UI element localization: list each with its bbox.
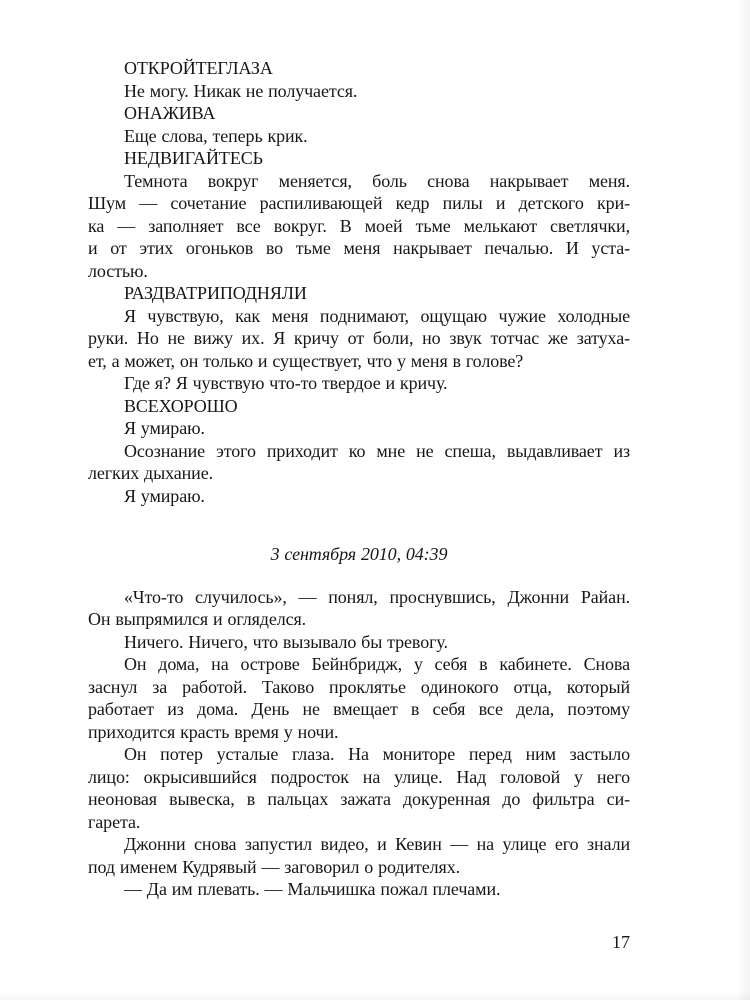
text-line: лостью.	[88, 260, 148, 281]
text-line: Где я? Я чувствую что-то твердое и кричу.	[124, 373, 448, 393]
text-line: и от этих огоньков во тьме меня накрывает печалью. И уста-	[88, 238, 630, 258]
text-line: под именем Кудрявый — заговорил о родителях.	[88, 856, 460, 877]
text-line: Ничего. Ничего, что вызывало бы тревогу.	[124, 631, 448, 652]
text-line: заснул за работой. Таково проклятье одинокого отца, который	[88, 676, 630, 697]
page-number: 17	[612, 932, 630, 952]
paragraph-shout	[88, 282, 630, 305]
paragraph	[88, 80, 630, 103]
text-line: Шум — сочетание распиливающей кедр пилы и детского кри-	[88, 193, 630, 213]
paragraph-shout	[88, 102, 630, 125]
text-line: работает из дома. День не вмещает в себя все дела, поэтому	[88, 699, 630, 719]
text-line: РАЗДВАТРИПОДНЯЛИ	[124, 283, 307, 303]
text-line: руки. Но не вижу их. Я кричу от боли, но звук тотчас же затуха-	[88, 328, 630, 348]
text-line: Он выпрямился и огляделся.	[88, 609, 307, 629]
text-line: Я чувствую, как меня поднимают, ощущаю чужие холодные	[124, 305, 630, 326]
paragraph	[88, 586, 630, 631]
paragraph	[88, 440, 630, 485]
paragraph	[88, 485, 630, 508]
text-line: 3 сентября 2010, 04:39	[270, 544, 448, 564]
text-line: Я умираю.	[124, 485, 205, 506]
paragraph-shout	[88, 395, 630, 418]
text-line: ВСЕХОРОШО	[124, 395, 238, 416]
text-line: ОТКРОЙТЕГЛАЗА	[124, 58, 273, 78]
text-line: Темнота вокруг меняется, боль снова накрывает меня.	[124, 170, 630, 191]
paragraph	[88, 305, 630, 373]
text-line: НЕДВИГАЙТЕСЬ	[124, 148, 263, 168]
text-line: Джонни снова запустил видео, и Кевин — на улице его знали	[124, 834, 630, 854]
text-line: «Что-то случилось», — понял, проснувшись, Джонни Райан.	[124, 586, 630, 607]
text-line: ет, а может, он только и существует, что у меня в голове?	[88, 350, 524, 371]
text-line: Не могу. Никак не получается.	[124, 80, 358, 101]
paragraph	[88, 417, 630, 440]
text-line: Он дома, на острове Бейнбридж, у себя в кабинете. Снова	[124, 654, 630, 674]
text-line: легких дыхание.	[88, 463, 213, 483]
text-line: лицо: окрысившийся подросток на улице. Над головой у него	[88, 766, 630, 787]
date-heading	[88, 543, 630, 566]
text-line: Еще слова, теперь крик.	[124, 125, 308, 146]
paragraph	[88, 653, 630, 743]
paragraph	[88, 833, 630, 878]
text-line: Я умираю.	[124, 418, 205, 438]
paragraph-shout	[88, 57, 630, 80]
paragraph	[88, 372, 630, 395]
page-edge-shading-bottom	[0, 992, 750, 1000]
text-line: ка — заполняет все вокруг. В моей тьме мелькают светлячки,	[88, 215, 630, 236]
paragraph-shout	[88, 147, 630, 170]
page-edge-shading-right	[736, 0, 750, 1000]
text-line: гарета.	[88, 811, 141, 832]
text-line: неоновая вывеска, в пальцах зажата докуренная до фильтра си-	[88, 789, 630, 809]
text-line: — Да им плевать. — Мальчишка пожал плечами.	[124, 879, 501, 899]
text-line: приходится красть время у ночи.	[88, 721, 339, 742]
page-text	[88, 57, 630, 901]
paragraph	[88, 743, 630, 833]
paragraph	[88, 878, 630, 901]
paragraph	[88, 170, 630, 283]
paragraph	[88, 631, 630, 654]
text-line: ОНАЖИВА	[124, 103, 216, 123]
text-line: Он потер усталые глаза. На мониторе перед ним застыло	[124, 744, 630, 764]
text-line: Осознание этого приходит ко мне не спеша, выдавливает из	[124, 440, 630, 461]
paragraph	[88, 125, 630, 148]
